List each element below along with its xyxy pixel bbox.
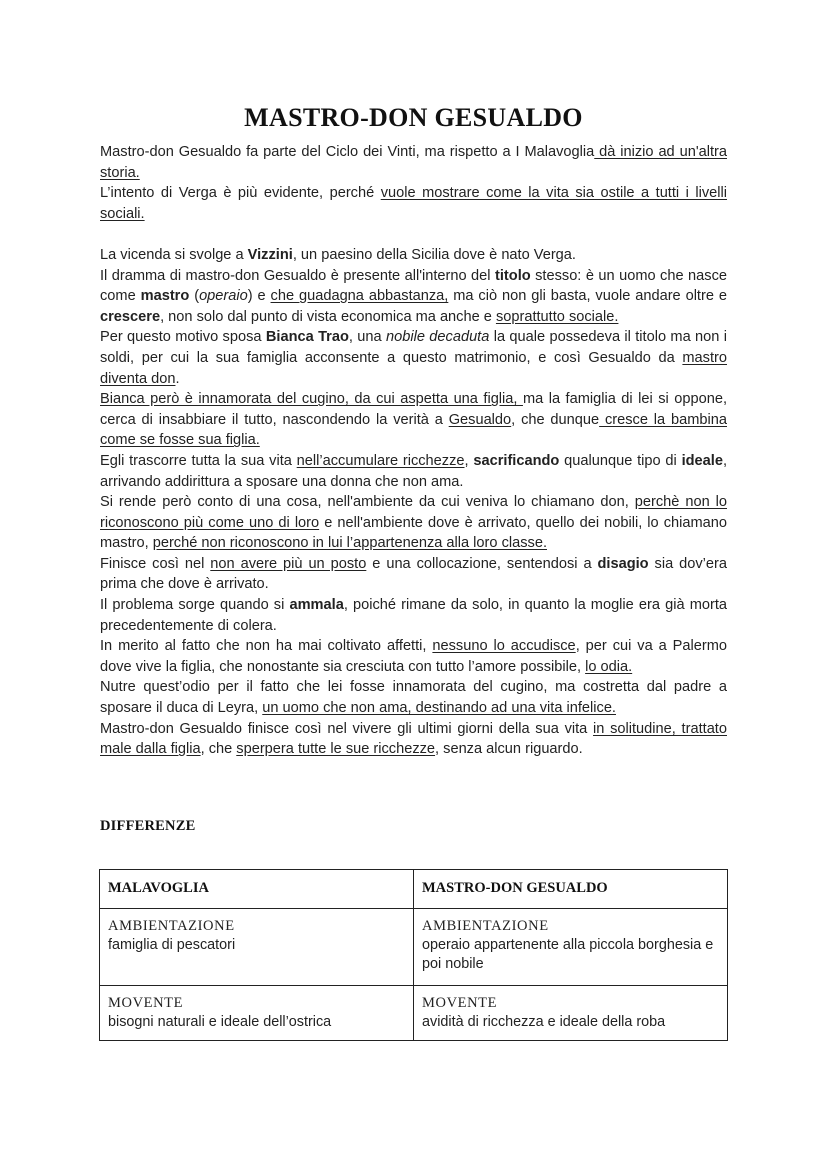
text-segment-underline: perchè non lo riconoscono più come uno di loro [100, 494, 727, 531]
text-segment-normal: , per cui va a Palermo dove vive la figlia, che nonostante sia cresciuta con tutto l’amore possibile, [100, 638, 727, 675]
text-segment-normal: . [175, 370, 180, 387]
text-segment-bold: sacrificando [473, 452, 560, 469]
table-cell [414, 909, 728, 986]
body-paragraph [100, 595, 727, 636]
text-segment-normal: , non solo dal punto di vista economica ma anche e [160, 308, 496, 325]
text-segment-normal: ma ciò non gli basta, vuole andare oltre e [448, 288, 727, 305]
text-segment-bold: mastro [140, 288, 190, 305]
text-segment-normal: e nell'ambiente dove è arrivato, quello dei nobili, lo chiamano mastro, [100, 514, 727, 552]
text-segment-bold: titolo [495, 267, 531, 284]
text-segment-underline: un uomo che non ama, destinando ad una vita infelice. [262, 700, 616, 717]
text-segment-normal: Egli trascorre tutta la sua vita [100, 452, 297, 469]
table-header-row [100, 870, 728, 909]
text-segment-bold: ammala [289, 597, 344, 614]
text-segment-normal: Si rende però conto di una cosa, nell'ambiente da cui veniva lo chiamano don, [100, 494, 635, 511]
body-paragraph [100, 389, 727, 451]
body-paragraph [100, 142, 727, 183]
text-segment-bold: Bianca Trao [265, 329, 349, 346]
body-paragraph [100, 492, 727, 554]
body-paragraph [100, 719, 727, 760]
cell-value: avidità di ricchezza e ideale della roba [422, 1014, 666, 1030]
text-segment-underline: in solitudine, trattato male dalla figlia [100, 720, 727, 758]
body-paragraph [100, 677, 727, 718]
text-segment-normal: ma la famiglia di lei si oppone, cerca di insabbiare il tutto, nascondendo la verità a [100, 391, 727, 428]
text-segment-normal: , [464, 452, 474, 469]
text-segment-normal: , una [348, 329, 386, 346]
text-segment-normal: qualunque tipo di [559, 452, 682, 469]
document-title: MASTRO-DON GESUALDO [244, 103, 583, 132]
cell-label: MOVENTE [422, 995, 498, 1011]
body-paragraph [100, 245, 727, 266]
text-segment-normal: , che dunque [511, 411, 600, 428]
paragraph-spacer [100, 224, 727, 245]
body-paragraph [100, 327, 727, 389]
text-segment-normal: la quale possedeva il titolo ma non i soldi, per cui la sua famiglia acconsente a questo matrimonio, e così Gesualdo da [100, 329, 727, 366]
text-segment-normal: Il problema sorge quando si [100, 597, 290, 614]
cell-label: AMBIENTAZIONE [108, 918, 235, 934]
text-segment-normal: Nutre quest’odio per il fatto che lei fosse innamorata del cugino, ma costretta dal padre a sposare il duca di Leyra, [100, 679, 727, 717]
text-segment-normal: , un paesino della Sicilia dove è nato Verga. [292, 246, 576, 263]
text-segment-underline: Bianca però è innamorata del cugino, da cui aspetta una figlia, [100, 391, 523, 408]
table-row [100, 909, 728, 986]
text-segment-normal: La vicenda si svolge a [100, 246, 248, 263]
text-segment-normal: , poiché rimane da solo, in quanto la moglie era già morta precedentemente di colera. [100, 597, 727, 634]
document-body [100, 142, 727, 760]
cell-value: bisogni naturali e ideale dell’ostrica [108, 1014, 332, 1030]
text-segment-underline: nessuno lo accudisce [432, 638, 576, 655]
text-segment-underline: mastro diventa don [100, 349, 727, 387]
text-segment-underline: non avere più un posto [210, 555, 367, 572]
text-segment-underline: sperpera tutte le sue ricchezze [236, 741, 436, 758]
text-segment-normal: Per questo motivo sposa [100, 329, 266, 346]
text-segment-normal: Mastro-don Gesualdo fa parte del Ciclo dei Vinti, ma rispetto a I Malavoglia [100, 144, 595, 160]
text-segment-normal: ( [189, 288, 200, 305]
text-segment-normal: , che [200, 741, 237, 758]
text-segment-underline: dà inizio ad un'altra storia. [100, 144, 727, 181]
body-paragraph [100, 554, 727, 595]
differences-heading: DIFFERENZE [100, 818, 196, 834]
table-row [100, 986, 728, 1041]
body-paragraph [100, 183, 727, 224]
text-segment-normal: , senza alcun riguardo. [435, 741, 583, 758]
text-segment-underline: Gesualdo [448, 411, 512, 428]
text-segment-normal: sia dov’era prima che dove è arrivato. [100, 555, 728, 593]
cell-label: MOVENTE [108, 995, 184, 1011]
text-segment-normal: , arrivando addirittura a sposare una donna che non ama. [100, 452, 728, 490]
cell-value: operaio appartenente alla piccola borghesia e poi nobile [422, 937, 714, 972]
text-segment-underline: vuole mostrare come la vita sia ostile a tutti i livelli sociali. [100, 185, 727, 222]
text-segment-underline: lo odia. [585, 658, 633, 675]
text-segment-underline: cresce la bambina come se fosse sua figlia. [100, 411, 727, 449]
text-segment-bold: crescere [100, 308, 161, 325]
body-paragraph [100, 451, 727, 492]
text-segment-normal: Mastro-don Gesualdo finisce così nel vivere gli ultimi giorni della sua vita [100, 720, 594, 737]
differences-table [99, 869, 728, 1041]
header-malavoglia: MALAVOGLIA [100, 870, 414, 909]
text-segment-normal: Il dramma di mastro-don Gesualdo è presente all'interno del [100, 267, 495, 284]
text-segment-normal: e una collocazione, sentendosi a [366, 555, 598, 572]
document-page [100, 100, 727, 760]
text-segment-underline: perché non riconoscono in lui l’appartenenza alla loro classe. [152, 535, 547, 552]
table-cell [100, 986, 414, 1041]
cell-label: AMBIENTAZIONE [422, 918, 549, 934]
text-segment-underline: nell’accumulare ricchezze [296, 452, 465, 469]
cell-value: famiglia di pescatori [108, 937, 236, 953]
text-segment-normal: L’intento di Verga è più evidente, perché [100, 185, 381, 202]
text-segment-normal: Finisce così nel [100, 555, 211, 572]
text-segment-underline: che guadagna abbastanza, [270, 288, 449, 305]
table-cell [100, 909, 414, 986]
text-segment-normal: stesso: è un uomo che nasce come [100, 267, 727, 305]
header-mastro-don-gesualdo: MASTRO-DON GESUALDO [414, 870, 728, 909]
text-segment-bold: ideale [681, 452, 723, 469]
table-cell [414, 986, 728, 1041]
text-segment-bold: disagio [597, 555, 649, 572]
text-segment-normal: ) e [247, 288, 271, 305]
body-paragraph [100, 266, 727, 328]
text-segment-underline: soprattutto sociale. [495, 308, 619, 325]
text-segment-italic: nobile decaduta [386, 329, 490, 346]
body-paragraph [100, 636, 727, 677]
text-segment-normal: In merito al fatto che non ha mai coltivato affetti, [100, 638, 433, 655]
text-segment-bold: Vizzini [247, 246, 293, 263]
text-segment-italic: operaio [199, 288, 248, 305]
